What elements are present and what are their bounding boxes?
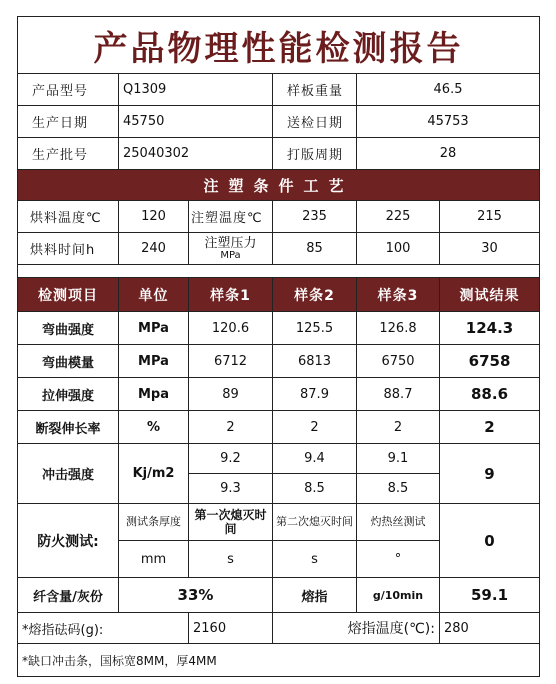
- table-row: [18, 378, 540, 411]
- model-value: Q1309: [119, 74, 273, 106]
- melt-weight-label: *熔指砝码(g):: [18, 613, 189, 644]
- header-sample3: 样条3: [357, 278, 440, 312]
- row-sample3: 88.7: [357, 378, 440, 411]
- row-sample1: 120.6: [189, 312, 273, 345]
- weight-value: 46.5: [357, 74, 540, 106]
- melt-value: 59.1: [440, 578, 540, 613]
- header-sample2: 样条2: [273, 278, 357, 312]
- inj-press-1: 85: [273, 233, 357, 265]
- batch-label: 生产批号: [18, 138, 119, 170]
- inj-temp-label: 注塑温度℃: [189, 201, 273, 233]
- row-sample1: 89: [189, 378, 273, 411]
- inj-press-2: 100: [357, 233, 440, 265]
- process-heading: 注塑条件工艺: [18, 170, 540, 201]
- fire-col-first: 第一次熄灭时间: [189, 504, 273, 541]
- melt-temp-label: 熔指温度(℃):: [273, 613, 440, 644]
- melt-weight-value: 2160: [189, 613, 273, 644]
- header-sample1: 样条1: [189, 278, 273, 312]
- footnote: *缺口冲击条，国标宽8MM，厚4MM: [18, 644, 540, 677]
- spacer-row: [18, 265, 540, 278]
- impact-item: 冲击强度: [18, 444, 119, 504]
- table-row: [18, 312, 540, 345]
- prod-date-value: 45750: [119, 106, 273, 138]
- row-result: 124.3: [440, 312, 540, 345]
- inj-press-unit: MPa: [220, 249, 241, 261]
- inj-press-label-cell: [189, 233, 273, 265]
- melt-temp-value: 280: [440, 613, 540, 644]
- impact-unit: Kj/m2: [119, 444, 189, 504]
- fire-unit-second: s: [273, 541, 357, 578]
- impact-s3-a: 9.1: [357, 444, 440, 474]
- impact-s2-a: 9.4: [273, 444, 357, 474]
- row-sample1: 2: [189, 411, 273, 444]
- row-item: 断裂伸长率: [18, 411, 119, 444]
- dry-time-label: 烘料时间h: [18, 233, 119, 265]
- weight-label: 样板重量: [273, 74, 357, 106]
- row-sample2: 6813: [273, 345, 357, 378]
- row-item: 弯曲模量: [18, 345, 119, 378]
- fire-result: 0: [440, 504, 540, 578]
- inspect-date-label: 送检日期: [273, 106, 357, 138]
- melt-unit: g/10min: [357, 578, 440, 613]
- report-table: [17, 16, 540, 677]
- dry-temp-label: 烘料温度℃: [18, 201, 119, 233]
- row-sample2: 2: [273, 411, 357, 444]
- row-sample2: 125.5: [273, 312, 357, 345]
- fire-unit-glow: °: [357, 541, 440, 578]
- row-sample3: 2: [357, 411, 440, 444]
- inj-press-label: 注塑压力: [204, 235, 257, 251]
- row-result: 88.6: [440, 378, 540, 411]
- impact-s1-b: 9.3: [189, 474, 273, 504]
- inspect-date-value: 45753: [357, 106, 540, 138]
- row-unit: Mpa: [119, 378, 189, 411]
- prod-date-label: 生产日期: [18, 106, 119, 138]
- dry-time-value: 240: [119, 233, 189, 265]
- fire-unit-thickness: mm: [119, 541, 189, 578]
- dry-temp-value: 120: [119, 201, 189, 233]
- fire-col-thickness: 测试条厚度: [119, 504, 189, 541]
- model-label: 产品型号: [18, 74, 119, 106]
- inj-temp-3: 215: [440, 201, 540, 233]
- inj-temp-2: 225: [357, 201, 440, 233]
- fiber-value: 33%: [119, 578, 273, 613]
- row-sample3: 6750: [357, 345, 440, 378]
- header-item: 检测项目: [18, 278, 119, 312]
- header-result: 测试结果: [440, 278, 540, 312]
- report-title: 产品物理性能检测报告: [18, 17, 540, 74]
- table-row: [18, 411, 540, 444]
- impact-s2-b: 8.5: [273, 474, 357, 504]
- row-unit: MPa: [119, 345, 189, 378]
- inj-temp-1: 235: [273, 201, 357, 233]
- table-row: [18, 345, 540, 378]
- cycle-value: 28: [357, 138, 540, 170]
- impact-s1-a: 9.2: [189, 444, 273, 474]
- impact-result: 9: [440, 444, 540, 504]
- row-sample3: 126.8: [357, 312, 440, 345]
- fire-unit-first: s: [189, 541, 273, 578]
- row-result: 6758: [440, 345, 540, 378]
- fire-item: 防火测试:: [18, 504, 119, 578]
- row-sample1: 6712: [189, 345, 273, 378]
- batch-value: 25040302: [119, 138, 273, 170]
- row-item: 弯曲强度: [18, 312, 119, 345]
- inj-press-3: 30: [440, 233, 540, 265]
- fiber-label: 纤含量/灰份: [18, 578, 119, 613]
- row-result: 2: [440, 411, 540, 444]
- row-unit: MPa: [119, 312, 189, 345]
- row-sample2: 87.9: [273, 378, 357, 411]
- cycle-label: 打版周期: [273, 138, 357, 170]
- row-item: 拉伸强度: [18, 378, 119, 411]
- row-unit: %: [119, 411, 189, 444]
- fire-col-glow: 灼热丝测试: [357, 504, 440, 541]
- header-unit: 单位: [119, 278, 189, 312]
- fire-col-second: 第二次熄灭时间: [273, 504, 357, 541]
- impact-s3-b: 8.5: [357, 474, 440, 504]
- report-sheet: [17, 16, 539, 677]
- melt-label: 熔指: [273, 578, 357, 613]
